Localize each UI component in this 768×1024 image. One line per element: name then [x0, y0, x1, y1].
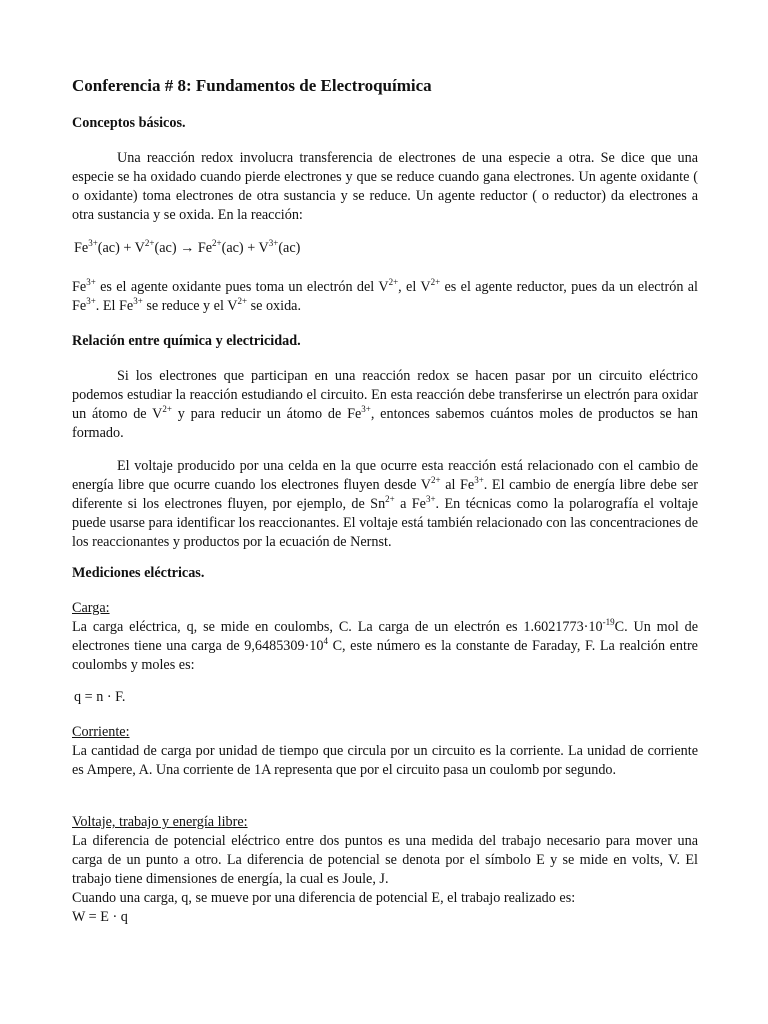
- charge-sup: 3+: [268, 238, 279, 248]
- charge-sup: 3+: [88, 238, 98, 248]
- subsection-label-voltaje: Voltaje, trabajo y energía libre:: [72, 814, 248, 830]
- section-mediciones: [72, 564, 698, 583]
- paragraph-text: La cantidad de carga por unidad de tiempo que circula por un circuito es la corriente. La unidad de corriente es Ampere, A. Una corriente de 1A representa que por el circuito pasa un coulomb por segundo.: [72, 743, 698, 778]
- species-v: V: [258, 240, 269, 256]
- section-conceptos: [72, 114, 698, 133]
- subsection-carga: [72, 599, 698, 675]
- work-equation: W = E · q: [72, 909, 128, 925]
- plus-sign: +: [123, 240, 132, 256]
- charge-sup: 2+: [144, 238, 155, 248]
- charge-equation: q = n · F.: [74, 689, 126, 705]
- state-ac: (ac): [97, 240, 120, 256]
- plus-sign: +: [247, 240, 256, 256]
- reaction-equation: [74, 240, 300, 257]
- charge-sup: 2+: [212, 238, 222, 248]
- species-fe: Fe: [74, 240, 89, 256]
- species-v: V: [134, 240, 145, 256]
- state-ac: (ac): [221, 240, 244, 256]
- section-relacion: [72, 332, 698, 351]
- paragraph-voltage: [72, 457, 698, 552]
- page-title: Conferencia # 8: Fundamentos de Electroquímica: [72, 76, 432, 95]
- paragraph-text: El voltaje producido por una celda en la que ocurre esta reacción está relacionado con el cambio de energía libre que ocurre cuando los electrones fluyen desde $V^{2+}$ al $Fe^{3+}$. El cambio de energía libre debe ser diferente si los electrones fluyen, por ejemplo, de $Sn^{2+}$ a $Fe^{3+}$. En técnicas como la polarografía el voltaje puede usarse para identificar los reaccionantes. El voltaje está también relacionado con las concentraciones de los reaccionantes y productos por la ecuación de Nernst.: [72, 458, 699, 550]
- paragraph-text: $Fe^{3+}$ es el agente oxidante pues toma un electrón del $V^{2+}$, el $V^{2+}$ es el agente reductor, pues da un electrón al $Fe^{3+}$. El $Fe^{3+}$ se reduce y el $V^{2+}$ se oxida.: [72, 277, 698, 314]
- paragraph-text: Una reacción redox involucra transferencia de electrones de una especie a otra. Se dice que una especie se ha oxidado cuando pierde electrones y que se reduce cuando gana electrones. Un agente oxidante ( o oxidante) toma electrones de otra sustancia y se reduce. Un agente reductor ( o reductor) da electrones a otra sustancia y se oxida. En la reacción:: [72, 150, 698, 223]
- paragraph-text: La carga eléctrica, q, se mide en coulombs, C. La carga de un electrón es $1.6021773\cdot 10^{-19}C$. Un mol de electrones tiene una carga de $9,6485309\cdot 10^4$ C, este número es la constante de Faraday, F. La realción entre coulombs y moles es:: [72, 617, 699, 673]
- species-fe: Fe: [197, 240, 213, 256]
- section-heading-relacion: Relación entre química y electricidad.: [72, 333, 301, 349]
- paragraph-oxidant-reductant: [72, 278, 698, 316]
- subsection-label-carga: Carga:: [72, 600, 110, 616]
- subsection-label-corriente: Corriente:: [72, 724, 130, 740]
- subsection-voltaje: [72, 813, 698, 927]
- reaction-arrow: →: [180, 240, 195, 256]
- paragraph-text: La diferencia de potencial eléctrico entre dos puntos es una medida del trabajo necesario para mover una carga de un punto a otro. La diferencia de potencial se denota por el símbolo E y se mide en volts, V. El trabajo tiene dimensiones de energía, la cual es Joule, J.: [72, 833, 698, 887]
- paragraph-circuit: [72, 367, 698, 443]
- paragraph-text: Cuando una carga, q, se mueve por una diferencia de potencial E, el trabajo realizado es:: [72, 890, 576, 906]
- subsection-corriente: [72, 723, 698, 780]
- section-heading-conceptos: Conceptos básicos.: [72, 115, 186, 131]
- state-ac: (ac): [278, 240, 301, 256]
- paragraph-redox-intro: [72, 149, 698, 225]
- state-ac: (ac): [154, 240, 177, 256]
- section-heading-mediciones: Mediciones eléctricas.: [72, 565, 205, 581]
- paragraph-text: Si los electrones que participan en una reacción redox se hacen pasar por un circuito eléctrico podemos estudiar la reacción estudiando el circuito. En esta reacción debe transferirse un electrón para oxidar un átomo de $V^{2+}$ y para reducir un átomo de $Fe^{3+}$, entonces sabemos cuántos moles de productos se han formado.: [72, 368, 698, 441]
